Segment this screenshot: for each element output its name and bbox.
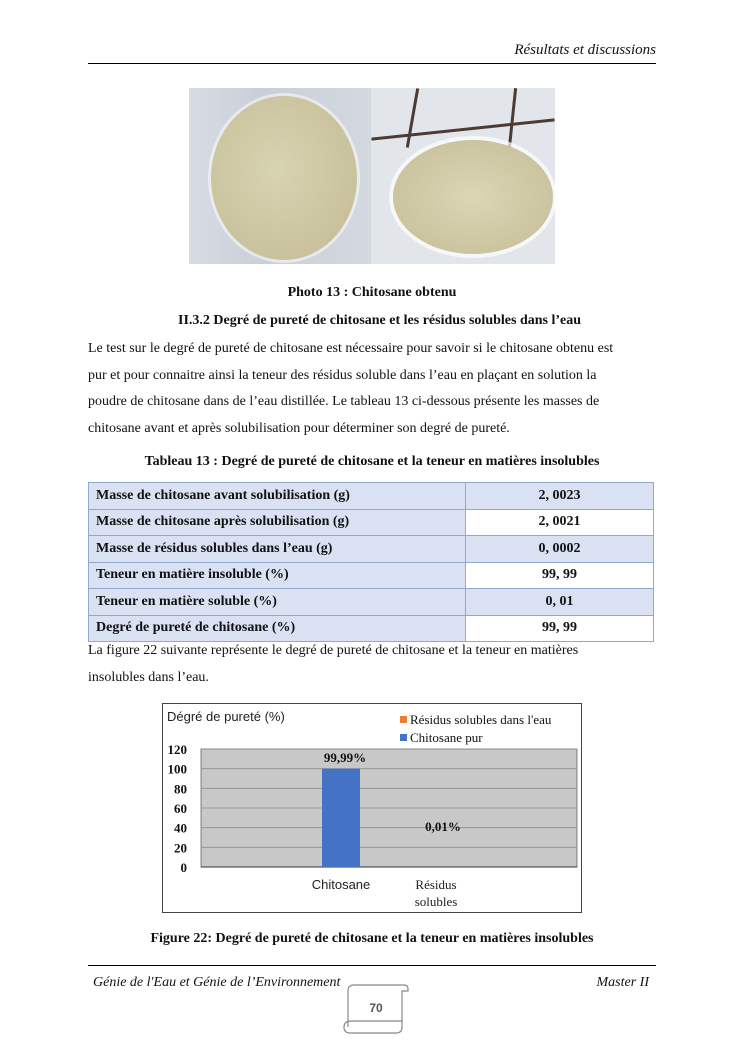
purity-chart <box>162 703 582 913</box>
table-row <box>89 589 654 616</box>
y-tick-label: 120 <box>167 742 187 757</box>
photo-petri-dish-1 <box>189 88 371 264</box>
row-label: Degré de pureté de chitosane (%) <box>89 615 466 642</box>
row-value: 99, 99 <box>466 562 654 589</box>
tile-line <box>508 88 517 148</box>
footer-rule <box>88 965 656 966</box>
paragraph-line: Le test sur le degré de pureté de chitosane est nécessaire pour savoir si le chitosane obtenu est <box>88 341 614 356</box>
y-tick-label: 60 <box>174 801 187 816</box>
bar <box>322 769 360 867</box>
x-tick-label: Chitosane <box>311 877 371 892</box>
row-value: 2, 0023 <box>466 483 654 510</box>
tile-line <box>371 118 554 140</box>
header-rule <box>88 63 656 64</box>
table-row <box>89 483 654 510</box>
row-label: Masse de chitosane après solubilisation (g) <box>89 509 466 536</box>
running-header: Résultats et discussions <box>514 42 656 58</box>
section-heading: II.3.2 Degré de pureté de chitosane et les résidus solubles dans l’eau <box>178 313 582 328</box>
table-caption: Tableau 13 : Degré de pureté de chitosane et la teneur en matières insolubles <box>144 454 600 469</box>
paragraph-line: La figure 22 suivante représente le degré de pureté de chitosane et la teneur en matières <box>88 643 579 658</box>
data-label: 0,01% <box>425 819 461 834</box>
row-value: 2, 0021 <box>466 509 654 536</box>
chart-svg <box>163 704 581 912</box>
purity-table <box>88 482 654 642</box>
page-number: 70 <box>369 1001 383 1015</box>
row-label: Teneur en matière insoluble (%) <box>89 562 466 589</box>
y-tick-label: 80 <box>174 781 187 797</box>
legend-swatch <box>400 734 407 741</box>
chitosan-photos <box>189 88 555 264</box>
tile-line <box>406 88 419 148</box>
row-value: 99, 99 <box>466 615 654 642</box>
paragraph-1 <box>88 336 656 442</box>
row-label: Teneur en matière soluble (%) <box>89 589 466 616</box>
y-tick-label: 20 <box>174 840 187 856</box>
page-number-scroll <box>340 983 410 1035</box>
petri-dish-1 <box>211 96 357 260</box>
x-tick-label: Résidus <box>415 877 457 892</box>
row-value: 0, 0002 <box>466 536 654 563</box>
row-label: Masse de résidus solubles dans l’eau (g) <box>89 536 466 563</box>
legend-label: Résidus solubles dans l'eau <box>410 712 552 727</box>
row-label: Masse de chitosane avant solubilisation (g) <box>89 483 466 510</box>
footer-degree: Master II <box>596 975 649 990</box>
photo-caption: Photo 13 : Chitosane obtenu <box>287 285 457 300</box>
table-row <box>89 509 654 536</box>
y-tick-label: 0 <box>180 860 187 875</box>
figure-caption: Figure 22: Degré de pureté de chitosane et la teneur en matières insolubles <box>150 931 594 946</box>
legend-label: Chitosane pur <box>410 730 483 745</box>
petri-dish-2 <box>393 140 553 254</box>
table-row <box>89 562 654 589</box>
paragraph-2 <box>88 638 656 691</box>
legend-swatch <box>400 716 407 723</box>
photo-petri-dish-2 <box>371 88 555 264</box>
paragraph-line: insolubles dans l’eau. <box>88 669 209 685</box>
row-value: 0, 01 <box>466 589 654 616</box>
paragraph-line: pur et pour connaitre ainsi la teneur des résidus soluble dans l’eau en plaçant en solution la <box>88 367 597 383</box>
paragraph-line: poudre de chitosane dans de l’eau distillée. Le tableau 13 ci-dessous présente les masses de <box>88 394 600 409</box>
table-row <box>89 536 654 563</box>
chart-title: Dégré de pureté (%) <box>167 709 285 724</box>
y-tick-label: 100 <box>167 761 187 777</box>
paragraph-line: chitosane avant et après solubilisation pour déterminer son degré de pureté. <box>88 420 510 436</box>
data-label: 99,99% <box>323 750 367 765</box>
x-tick-label: solubles <box>414 894 458 909</box>
y-tick-label: 40 <box>174 820 187 836</box>
footer-program: Génie de l'Eau et Génie de l’Environnement <box>93 975 341 990</box>
